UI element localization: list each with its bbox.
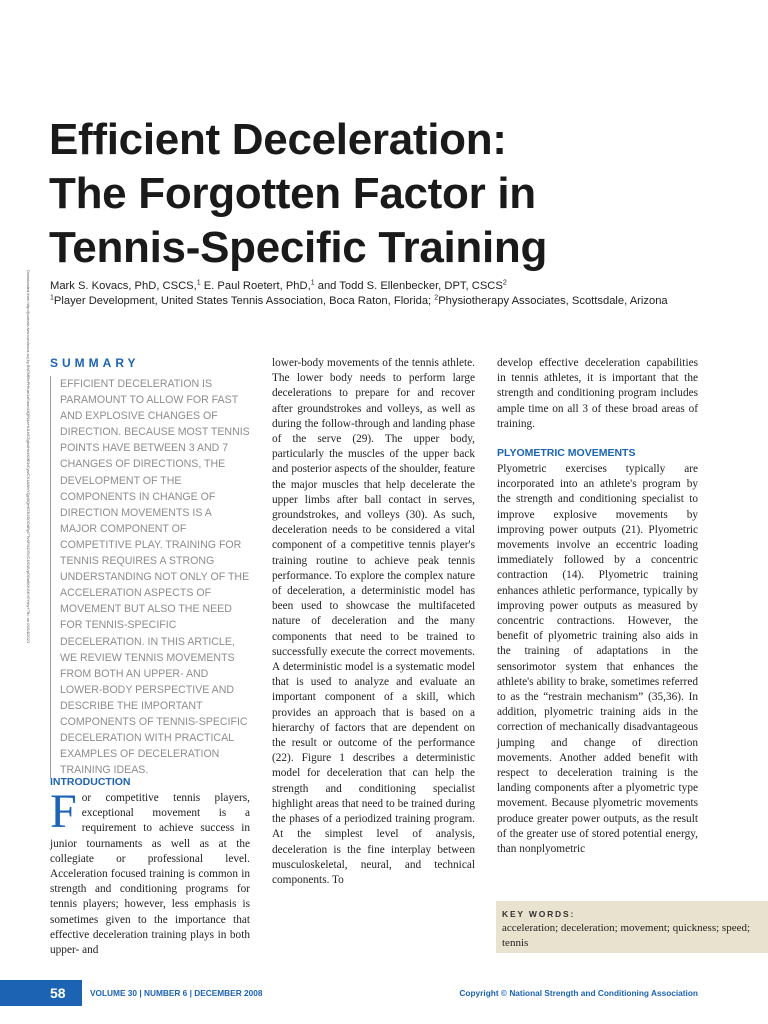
issue-info: VOLUME 30 | NUMBER 6 | DECEMBER 2008 xyxy=(90,988,263,998)
introduction-section xyxy=(50,775,250,958)
plyometric-text: Plyometric exercises typically are incorporated into an athlete's program by the strength and conditioning specialist to improve explosive movements by improving power outputs (21). Plyometric movements involve an eccentric loading immediately followed by a concentric contraction (14). Plyometric training enhances athletic performance, typically by improving power outputs as measured by concentric contractions. However, the benefit of plyometric training also aids in the training of adaptations in the sensorimotor system that enhances the athlete's ability to brake, sometimes referred to as the “restrain mechanism” (35,36). In addition, plyometric training aids in the correction of mechanically disadvantageous jumping and change of direction movements. Another added benefit with respect to deceleration training is the landing components after a plyometric type movement. Because plyometric movements produce greater power outputs, as the result of the greater use of stored potential energy, than nonplyometric xyxy=(497,463,698,856)
introduction-heading: INTRODUCTION xyxy=(50,776,131,788)
affiliation-2: Physiotherapy Associates, Scottsdale, Arizona xyxy=(438,295,668,307)
introduction-text: or competitive tennis players, exceptional movement is a requirement to achieve success in junior tournaments as well as at the collegiate or professional level. Acceleration focused training is common in strength and conditioning programs for tennis players; however, less emphasis is sometimes given to the importance that effective deceleration training plays in both upper- and xyxy=(50,792,250,957)
keywords-box xyxy=(496,901,768,953)
drop-cap: F xyxy=(50,785,77,838)
keywords-heading: KEY WORDS: xyxy=(502,909,576,919)
title-line-1: Efficient Deceleration: xyxy=(49,115,507,164)
author-1: Mark S. Kovacs, PhD, CSCS, xyxy=(50,280,197,292)
author-3: and Todd S. Ellenbecker, DPT, CSCS xyxy=(314,280,503,292)
keywords-text: acceleration; deceleration; movement; quickness; speed; tennis xyxy=(502,922,751,949)
page-footer xyxy=(0,980,768,1006)
summary-heading: SUMMARY xyxy=(50,356,140,370)
author-2: E. Paul Roetert, PhD, xyxy=(200,280,311,292)
introduction-body xyxy=(50,785,250,958)
download-notice xyxy=(24,270,32,770)
author-block xyxy=(50,279,710,309)
column-2-text: lower-body movements of the tennis athlete. The lower body needs to perform large decelerations to prepare for and recover after groundstrokes and volleys, as well as during the follow-through and landing phase of the serve (29). The upper body, particularly the muscles of the upper back and posterior aspects of the shoulder, feature the major muscles that help decelerate the upper limbs after ball contact in serves, groundstrokes, and volleys (30). As such, deceleration needs to be considered a vital component of a competitive tennis player's training routine to achieve peak tennis performance. To explore the complex nature of deceleration, a deterministic model has been used to showcase the multifaceted nature of deceleration and the many components that need to be trained to successfully execute the correct movements. A deterministic model is a systematic model that is used to analyze and evaluate an important component of a skill, which provides an approach that is based on a hierarchy of factors that are dependent on the result or outcome of the performance (22). Figure 1 describes a deterministic model for deceleration that can help the strength and conditioning specialist highlight areas that need to be trained during the phases of a periodized training program. At the simplest level of analysis, deceleration is the fine interplay between musculoskeletal, neural, and technical components. To xyxy=(272,357,475,886)
column-2 xyxy=(272,356,475,888)
title-line-3: Tennis-Specific Training xyxy=(49,223,548,272)
author-names: Mark S. Kovacs, PhD, CSCS,$^1$ E. Paul Roetert, PhD,$^1$ and Todd S. Ellenbecker, DPT, CSCS$^2$ xyxy=(50,279,507,292)
affiliations: $^1$Player Development, United States Tennis Association, Boca Raton, Florida; $^2$Physiotherapy Associates, Scottsdale, Arizona xyxy=(50,294,668,307)
summary-section xyxy=(50,356,250,778)
affiliation-1: Player Development, United States Tennis Association, Boca Raton, Florida; xyxy=(53,295,435,307)
page-number: 58 xyxy=(0,980,82,1006)
title-line-2: The Forgotten Factor in xyxy=(49,169,536,218)
summary-box xyxy=(50,376,250,778)
column-3-text: develop effective deceleration capabilities in tennis athletes, it is important that the strength and conditioning program includes ample time on all 3 of these broad areas of training. xyxy=(497,357,698,430)
summary-text: EFFICIENT DECELERATION IS PARAMOUNT TO ALLOW FOR FAST AND EXPLOSIVE CHANGES OF DIRECTION. BECAUSE MOST TENNIS POINTS HAVE BETWEEN 3 AND 7 CHANGES OF DIRECTIONS, THE DEVELOPMENT OF THE COMPONENTS IN CHANGE OF DIRECTION MOVEMENTS IS A MAJOR COMPONENT OF COMPETITIVE PLAY. TRAINING FOR TENNIS REQUIRES A STRONG UNDERSTANDING NOT ONLY OF THE ACCELERATION ASPECTS OF MOVEMENT BUT ALSO THE NEED FOR TENNIS-SPECIFIC DECELERATION. IN THIS ARTICLE, WE REVIEW TENNIS MOVEMENTS FROM BOTH AN UPPER- AND LOWER-BODY PERSPECTIVE AND DESCRIBE THE IMPORTANT COMPONENTS OF TENNIS-SPECIFIC DECELERATION WITH PRACTICAL EXAMPLES OF DECELERATION TRAINING IDEAS. xyxy=(60,378,250,777)
download-notice-text: Downloaded from http://journals.lww.com/nsca-scj by BhDMf5ePHKav1zEoum1tQfN4a+kJLhEZgbsIHo4XMi0hCywCX1AWnYQp/IlQrHD3i3D0OdRyi7TvSFl4Cf3VC4/OAVpDDa8KKGKV0Ymy+78= on 09/14/2021 xyxy=(26,270,31,644)
column-3 xyxy=(497,356,698,857)
article-title xyxy=(49,113,739,275)
plyometric-heading: PLYOMETRIC MOVEMENTS xyxy=(497,447,636,460)
copyright-notice: Copyright © National Strength and Conditioning Association xyxy=(459,988,698,998)
